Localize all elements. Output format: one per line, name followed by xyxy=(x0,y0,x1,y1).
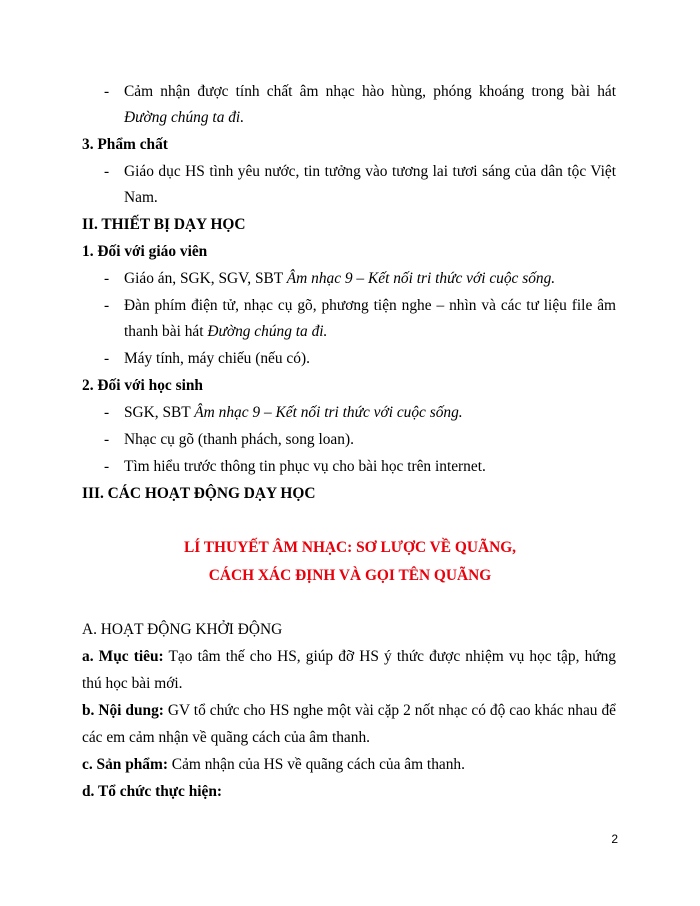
bullet-dash: - xyxy=(104,163,110,180)
bullet-dash: - xyxy=(104,404,110,421)
bullet-dash: - xyxy=(104,297,110,314)
student-bullet-3: Tìm hiểu trước thông tin phục vụ cho bài học trên internet. xyxy=(124,458,486,475)
section3-heading: 3. Phẩm chất xyxy=(82,136,168,153)
teacher-bullet-2-line1: Đàn phím điện tử, nhạc cụ gõ, phương tiện nghe – nhìn và các tư liệu file âm xyxy=(124,297,616,314)
section-II-heading: II. THIẾT BỊ DẠY HỌC xyxy=(82,216,246,233)
student-heading: 2. Đối với học sinh xyxy=(82,377,203,394)
activity-A-c-label: c. Sản phẩm: xyxy=(82,756,168,773)
teacher-bullet-2-line2 xyxy=(124,322,327,342)
teacher-heading: 1. Đối với giáo viên xyxy=(82,243,208,260)
student-bullet-1-plain: SGK, SBT xyxy=(124,404,195,421)
student-bullet-1 xyxy=(124,403,463,423)
top-bullet-line1: Cảm nhận được tính chất âm nhạc hào hùng, phóng khoáng trong bài hát xyxy=(124,83,616,100)
activity-A-b-text: GV tổ chức cho HS nghe một vài cặp 2 nốt nhạc có độ cao khác nhau để xyxy=(163,702,616,719)
bullet-dash: - xyxy=(104,458,110,475)
teacher-bullet-1-italic: Âm nhạc 9 – Kết nối tri thức với cuộc sống. xyxy=(286,270,556,287)
activity-A-b-label: b. Nội dung: xyxy=(82,702,164,719)
activity-A-a-label: a. Mục tiêu: xyxy=(82,648,164,665)
lesson-title-line1: LÍ THUYẾT ÂM NHẠC: SƠ LƯỢC VỀ QUÃNG, xyxy=(183,539,517,556)
activity-A-d-label: d. Tổ chức thực hiện: xyxy=(82,783,223,800)
section-III-heading: III. CÁC HOẠT ĐỘNG DẠY HỌC xyxy=(82,485,316,502)
activity-A-a-line1 xyxy=(82,647,616,667)
teacher-bullet-2-italic: Đường chúng ta đi. xyxy=(207,323,328,340)
teacher-bullet-1-plain: Giáo án, SGK, SGV, SBT xyxy=(124,270,287,287)
student-bullet-2: Nhạc cụ gõ (thanh phách, song loan). xyxy=(124,431,354,448)
teacher-bullet-1 xyxy=(124,269,555,289)
lesson-title-line2: CÁCH XÁC ĐỊNH VÀ GỌI TÊN QUÃNG xyxy=(208,567,492,584)
page-number: 2 xyxy=(611,832,618,846)
activity-A-b-line1 xyxy=(82,701,616,721)
bullet-dash: - xyxy=(104,270,110,287)
activity-A-c-text: Cảm nhận của HS về quãng cách của âm thanh. xyxy=(167,756,465,773)
section3-bullet-line1: Giáo dục HS tình yêu nước, tin tưởng vào tương lai tươi sáng của dân tộc Việt xyxy=(124,163,616,180)
teacher-bullet-2-plain: thanh bài hát xyxy=(124,323,208,340)
activity-A-a-text: Tạo tâm thế cho HS, giúp đỡ HS ý thức được nhiệm vụ học tập, hứng xyxy=(163,648,616,665)
bullet-dash: - xyxy=(104,431,110,448)
bullet-dash: - xyxy=(104,350,110,367)
activity-A-a-line2: thú học bài mới. xyxy=(82,675,183,692)
section3-bullet-line2: Nam. xyxy=(124,189,158,206)
activity-A-c-line xyxy=(82,755,465,775)
activity-A-b-line2: các em cảm nhận về quãng cách của âm thanh. xyxy=(82,729,371,746)
student-bullet-1-italic: Âm nhạc 9 – Kết nối tri thức với cuộc sống. xyxy=(194,404,463,421)
top-bullet-line2: Đường chúng ta đi. xyxy=(124,109,245,126)
teacher-bullet-3: Máy tính, máy chiếu (nếu có). xyxy=(124,350,310,367)
activity-A-heading: A. HOẠT ĐỘNG KHỞI ĐỘNG xyxy=(82,621,283,638)
bullet-dash: - xyxy=(104,83,110,100)
